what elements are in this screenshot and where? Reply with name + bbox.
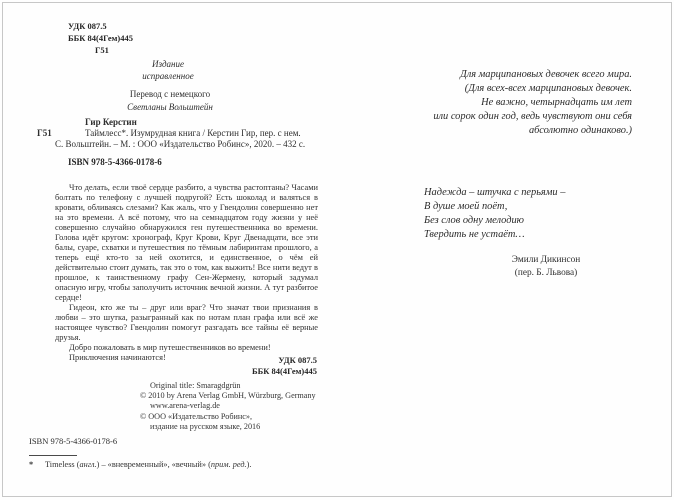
annotation-paragraph-1: Что делать, если твоё сердце разбито, а чувства растоптаны? Часами болтать по телефону с лучшей подругой? Есть шоколад и валяться в кровати, обливаясь слезами? Как жаль, что у Гвендолин совершенно нет на это времени. А всё потому, что на семнадцатом году жизни у неё совершенно случайно обнаружился ген путешественника во времени. Голова идёт кругом: хронограф, Круг Крови, Круг Двенадцати, все эти балы, суаре, схватки и путешествия по тёмным лабиринтам прошлого, а теперь ещё кто-то за ней охотится, и единственное, о чём ей действительно стоит думать, так это о том, как выжить! Все нити ведут в прошлое, к таинственному графу Сен-Жермену, который задумал опасную игру, чтобы заполучить источник вечной жизни. А тут разбитое сердце! (55, 183, 318, 302)
translator-credit: (пер. Б. Львова) (514, 268, 578, 278)
footnote-seg3: ). (246, 460, 252, 469)
dedication-line3: Не важно, четырнадцать им лет (481, 97, 632, 108)
footnote-rule (29, 455, 77, 456)
footnote (29, 455, 339, 469)
footnote-seg2: ) – «вневременный», «вечный» ( (96, 460, 211, 469)
isbn-bottom: ISBN 978-5-4366-0178-6 (29, 436, 118, 446)
epigraph-line1: Надежда – штучка с перьями – (424, 187, 566, 198)
margin-author-code: Г51 (37, 128, 52, 138)
copyright-russian-line: © ООО «Издательство Робинс», (140, 411, 253, 421)
original-title-line: Original title: Smaragdgrün (150, 381, 241, 390)
author-name: Гир Керстин (85, 117, 137, 127)
edition-note-line1: Издание (152, 59, 184, 69)
bib-entry-line2: С. Вольштейн. – М. : ООО «Издательство Робинс», 2020. – 432 с. (55, 139, 306, 149)
epigraph (424, 186, 565, 242)
dedication-line2: (Для всех-всех марципановых девочек. (464, 83, 632, 94)
footnote-marker: * (29, 460, 34, 469)
epigraph-attribution (466, 254, 626, 280)
epigraph-line2: В душе моей поёт, (424, 201, 508, 212)
bib-entry-text1: Таймлесс*. Изумрудная книга / Керстин Гир, пер. с нем. (85, 128, 301, 138)
bib-entry-line1 (37, 128, 323, 139)
dedication-line4: или сорок один год, ведь чувствуют они себя (433, 111, 632, 122)
udk-number-bottom: УДК 087.5 (278, 355, 317, 365)
edition-note-line2: исправленное (142, 70, 194, 81)
annotation (55, 183, 318, 363)
annotation-paragraph-3: Добро пожаловать в мир путешественников во времени! (69, 343, 271, 352)
classification-block-bottom (252, 355, 317, 376)
footnote-seg1: Timeless ( (45, 460, 80, 469)
copyright-block (140, 381, 316, 432)
classification-block-top (68, 20, 133, 56)
dedication-line1: Для марципановых девочек всего мира. (460, 69, 632, 80)
dedication (352, 68, 632, 138)
poet-name: Эмили Дикинсон (511, 255, 581, 265)
footnote-editor-note: прим. ред. (210, 460, 247, 469)
isbn-top: ISBN 978-5-4366-0178-6 (68, 157, 162, 167)
edition-note (118, 59, 218, 82)
copyright-publisher-line: © 2010 by Arena Verlag GmbH, Würzburg, Germany (140, 391, 316, 401)
translation-label: Перевод с немецкого (129, 89, 211, 99)
epigraph-line3: Без слов одну мелодию (424, 215, 524, 226)
author-code-top: Г51 (95, 45, 109, 55)
footnote-lang: англ. (79, 460, 97, 469)
translator-name: Светланы Вольштейн (127, 102, 213, 112)
bbk-number-top: ББК 84(4Гем)445 (68, 33, 134, 43)
annotation-paragraph-4: Приключения начинаются! (69, 353, 166, 362)
udk-number-top: УДК 087.5 (68, 21, 107, 31)
annotation-paragraph-2: Гидеон, кто же ты – друг или враг? Что значат твои признания в любви – это шутка, разыгранный как по нотам план графа или всё же настоящее чувство? Гвендолин помогут разгадать все тайны её верные друзья. (55, 303, 318, 342)
bibliographic-record (37, 117, 323, 150)
bbk-number-bottom: ББК 84(4Гем)445 (251, 365, 317, 376)
publisher-website: www.arena-verlag.de (150, 401, 220, 411)
dedication-line5: абсолютно одинаково.) (528, 125, 632, 136)
epigraph-line4: Твердить не устаёт… (424, 229, 525, 240)
translation-credit (95, 88, 245, 114)
copyright-edition-line: издание на русском языке, 2016 (150, 421, 261, 431)
footnote-text (29, 460, 339, 469)
